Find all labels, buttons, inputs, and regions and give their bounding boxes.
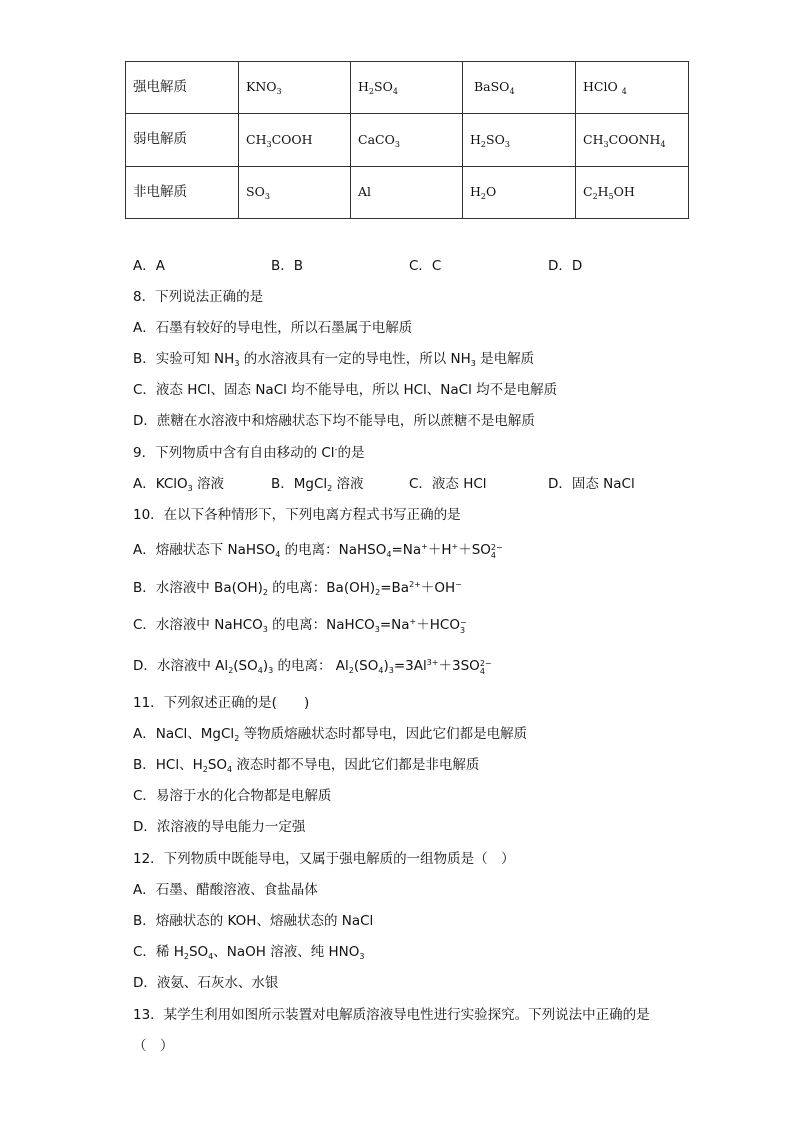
table-row-weak [126,114,689,167]
table-cell: Al [351,167,463,219]
table-cell: $H_2SO_3$ [463,114,576,167]
q9-option-a[interactable]: A．KClO$_3$ 溶液 [133,476,225,493]
row-label: 弱电解质 [126,114,239,167]
table-cell: $CH_3COONH_4$ [576,114,689,167]
table-cell: $C_2H_5OH$ [576,167,689,219]
q8-option-a[interactable]: A．石墨有较好的导电性，所以石墨属于电解质 [133,320,413,336]
row-label: 非电解质 [126,167,239,219]
q9-option-b[interactable]: B．MgCl$_2$ 溶液 [271,476,364,493]
table-cell: $CH_3COOH$ [239,114,351,167]
table-cell: HClO $_4$ [576,62,689,114]
q10-option-d[interactable]: D．水溶液中 $Al_2(SO_4)_3$ 的电离： $Al_2(SO_4)_3=3Al^{3+}+3SO$ 2− 4 [133,658,492,676]
q10-option-a[interactable]: A．熔融状态下 NaHSO$_4$ 的电离：NaHSO$_4$=Na+＋H+＋SO 2− 4 [133,542,503,560]
table-cell: $H_2SO_4$ [351,62,463,114]
q11-option-c[interactable]: C．易溶于水的化合物都是电解质 [133,788,332,804]
table-cell: $H_2O$ [463,167,576,219]
row-label: 强电解质 [126,62,239,114]
q8-stem: 8．下列说法正确的是 [133,289,264,305]
electrolyte-table [125,61,689,219]
q13-stem-bracket: （ ） [133,1038,174,1054]
q9-option-c[interactable]: C．液态 HCl [409,476,487,492]
table-row-non [126,167,689,219]
table-cell: BaSO$_4$ [463,62,576,114]
q7-option-c[interactable]: C．C [409,258,442,274]
q8-option-d[interactable]: D．蔗糖在水溶液中和熔融状态下均不能导电，所以蔗糖不是电解质 [133,413,535,429]
q12-option-c[interactable]: C．稀 $H_2SO_4$、NaOH 溶液、纯 $HNO_3$ [133,944,365,961]
q13-stem: 13．某学生利用如图所示装置对电解质溶液导电性进行实验探究。下列说法中正确的是 [133,1007,650,1023]
q9-option-d[interactable]: D．固态 NaCl [548,476,635,492]
q11-option-b[interactable]: B．HCl、$H_2SO_4$ 液态时都不导电，因此它们都是非电解质 [133,757,480,774]
q7-option-d[interactable]: D．D [548,258,583,274]
q8-option-c[interactable]: C．液态 HCl、固态 NaCl 均不能导电，所以 HCl、NaCl 均不是电解质 [133,382,558,398]
table-row-strong [126,62,689,114]
q10-option-c[interactable]: C．水溶液中 NaHCO$_3$ 的电离：NaHCO$_3$=Na+＋HCO − 3 [133,617,467,635]
q10-stem: 10．在以下各种情形下，下列电离方程式书写正确的是 [133,507,461,523]
table-cell: $SO_3$ [239,167,351,219]
q12-option-a[interactable]: A．石墨、醋酸溶液、食盐晶体 [133,882,318,898]
q9-stem: 9．下列物质中含有自由移动的 Cl-的是 [133,445,365,461]
q11-option-a[interactable]: A．NaCl、MgCl$_2$ 等物质熔融状态时都导电，因此它们都是电解质 [133,726,528,743]
q11-stem: 11．下列叙述正确的是( ) [133,695,310,711]
q11-option-d[interactable]: D．浓溶液的导电能力一定强 [133,819,306,835]
q10-option-b[interactable]: B．水溶液中 $Ba(OH)_2$ 的电离：$Ba(OH)_2=Ba^{2+}+OH^-$ [133,580,462,597]
q7-option-b[interactable]: B．B [271,258,304,274]
q7-option-a[interactable]: A．A [133,258,165,274]
q8-option-b[interactable]: B．实验可知 $NH_3$ 的水溶液具有一定的导电性，所以 $NH_3$ 是电解质 [133,351,535,368]
table-cell: CaCO$_3$ [351,114,463,167]
table-cell: $KNO_3$ [239,62,351,114]
q12-option-b[interactable]: B．熔融状态的 KOH、熔融状态的 NaCl [133,913,374,929]
q12-option-d[interactable]: D．液氨、石灰水、水银 [133,975,279,991]
q12-stem: 12．下列物质中既能导电，又属于强电解质的一组物质是（ ） [133,851,515,867]
